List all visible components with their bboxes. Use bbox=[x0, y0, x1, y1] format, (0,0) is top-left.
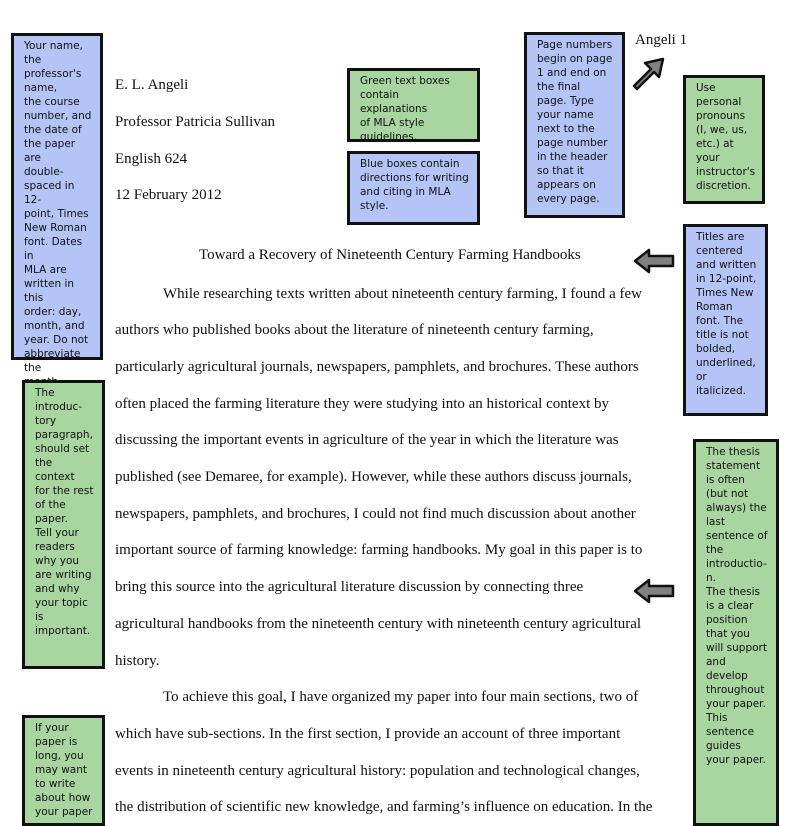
arrow-left-icon bbox=[633, 578, 675, 604]
intro-note: The introduc- tory paragraph, should set the context for the rest of the paper. Tell your readers why you are writing and why your topic is important. bbox=[22, 380, 105, 669]
paper-date: 12 February 2012 bbox=[115, 187, 222, 203]
running-head: Angeli 1 bbox=[635, 32, 688, 48]
paper-title: Toward a Recovery of Nineteenth Century Farming Handbooks bbox=[199, 247, 581, 263]
body-line: To achieve this goal, I have organized my paper into four main sections, two of bbox=[163, 689, 639, 705]
body-line: discussing the important events in agriculture of the year in which the literature was bbox=[115, 432, 619, 448]
body-line: authors who published books about the literature of nineteenth century farming, bbox=[115, 322, 594, 338]
body-line: events in nineteenth century agricultural history: population and technological changes, bbox=[115, 763, 640, 779]
heading-info-note: Your name, the professor's name, the course number, and the date of the paper are double- spaced in 12- point, Times New Roman font. Dates in MLA are written in this order: day, month, and year. Do not abbreviate the bbox=[11, 33, 103, 360]
body-line: important source of farming knowledge: farming handbooks. My goal in this paper is to bbox=[115, 542, 643, 558]
body-line: newspapers, pamphlets, and brochures, I could not find much discussion about another bbox=[115, 506, 636, 522]
pronouns-note: Use personal pronouns (I, we, us, etc.) at your instructor's discretion. bbox=[683, 75, 765, 204]
body-line: often placed the farming literature they were studying into an historical context by bbox=[115, 396, 610, 412]
long-paper-note: If your paper is long, you may want to write about how your paper bbox=[22, 715, 105, 826]
blue-legend-note: Blue boxes contain directions for writing and citing in MLA style. bbox=[347, 151, 480, 225]
body-line: the distribution of scientific new knowledge, and farming’s influence on education. In the bbox=[115, 799, 653, 815]
thesis-note: The thesis statement is often (but not always) the last sentence of the introductio- n. The thesis is a clear position that you will support and develop throughout your paper. This sentence guides your paper. bbox=[693, 439, 779, 826]
body-line: published (see Demaree, for example). However, while these authors discuss journals, bbox=[115, 469, 632, 485]
arrow-left-icon bbox=[633, 248, 675, 274]
professor-name: Professor Patricia Sullivan bbox=[115, 114, 275, 130]
body-line: agricultural handbooks from the nineteenth century with nineteenth century agricultural bbox=[115, 616, 642, 632]
titles-note: Titles are centered and written in 12-point, Times New Roman font. The title is not bolded, underlined, or italicized. bbox=[683, 224, 768, 416]
body-line: While researching texts written about nineteenth century farming, I found a few bbox=[163, 286, 642, 302]
arrow-up-right-icon bbox=[629, 54, 669, 94]
author-name: E. L. Angeli bbox=[115, 77, 189, 93]
course-name: English 624 bbox=[115, 151, 188, 167]
body-line: history. bbox=[115, 653, 160, 669]
green-legend-note: Green text boxes contain explanations of MLA style guidelines. bbox=[347, 68, 480, 142]
body-line: bring this source into the agricultural literature discussion by connecting three bbox=[115, 579, 584, 595]
body-line: which have sub-sections. In the first section, I provide an account of three important bbox=[115, 726, 621, 742]
page-numbers-note: Page numbers begin on page 1 and end on the final page. Type your name next to the page number in the header so that it appears on every page. bbox=[524, 32, 625, 218]
body-line: particularly agricultural journals, newspapers, pamphlets, and brochures. These authors bbox=[115, 359, 639, 375]
